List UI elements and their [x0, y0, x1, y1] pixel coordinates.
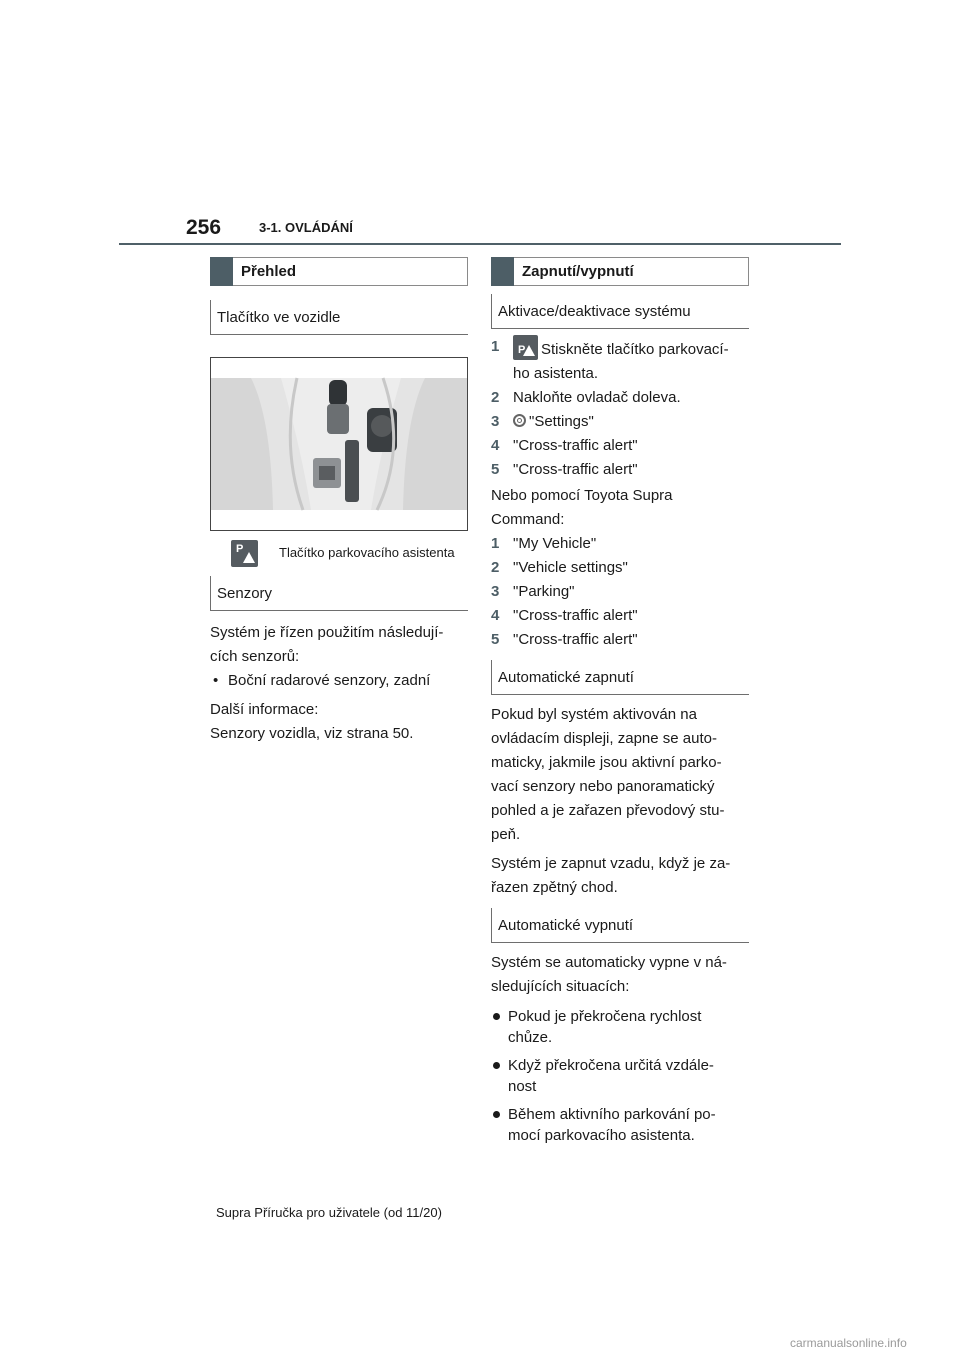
step-number: 1 [491, 535, 500, 552]
section-title: Zapnutí/vypnutí [522, 263, 634, 280]
paragraph-line: řazen zpětný chod. [491, 879, 618, 896]
paragraph-line: maticky, jakmile jsou aktivní parko- [491, 754, 722, 771]
figure-caption [210, 540, 468, 570]
gear-icon [513, 414, 526, 427]
step-text: "Cross-traffic alert" [513, 607, 638, 624]
subheading-sensors [210, 576, 468, 611]
subheading-activation [491, 294, 749, 329]
step-number: 5 [491, 461, 500, 478]
list-text: nost [508, 1078, 537, 1095]
step-number: 4 [491, 437, 500, 454]
step-number: 1 [491, 338, 500, 355]
subheading-auto-off [491, 908, 749, 943]
step-text: "Parking" [513, 583, 575, 600]
section-tab [210, 257, 233, 286]
subheading-text: Tlačítko ve vozidle [217, 309, 341, 326]
paragraph-line: Systém je řízen použitím následují- [210, 624, 444, 641]
watermark: carmanualsonline.info [790, 1336, 907, 1350]
step-number: 5 [491, 631, 500, 648]
step-text: Stiskněte tlačítko parkovací- [541, 341, 729, 358]
paragraph-line: ovládacím displeji, zapne se auto- [491, 730, 717, 747]
step-text: "Vehicle settings" [513, 559, 628, 576]
step-text: ho asistenta. [513, 365, 599, 382]
list-item [491, 1006, 749, 1048]
subheading-text: Aktivace/deaktivace systému [498, 303, 691, 320]
step-item [491, 434, 749, 458]
step-number: 2 [491, 559, 500, 576]
paragraph-line: vací senzory nebo panoramatický [491, 778, 715, 795]
header-rule [119, 243, 841, 245]
subheading-button [210, 300, 468, 335]
paragraph-line: Systém je zapnut vzadu, když je za- [491, 855, 731, 872]
section-tab [491, 257, 514, 286]
step-text: "Cross-traffic alert" [513, 461, 638, 478]
step-item [491, 458, 749, 482]
step-item [491, 335, 749, 386]
section-title: Přehled [241, 263, 297, 280]
paragraph-line: Pokud byl systém aktivován na [491, 706, 697, 723]
paragraph-line: sledujících situacích: [491, 978, 630, 995]
section-header-overview [210, 257, 468, 286]
page-number: 256 [186, 216, 222, 239]
step-item [491, 532, 749, 556]
step-text: "Cross-traffic alert" [513, 437, 638, 454]
subheading-text: Automatické zapnutí [498, 669, 634, 686]
list-text: mocí parkovacího asistenta. [508, 1127, 695, 1144]
paragraph-line: Další informace: [210, 701, 319, 718]
step-item [491, 410, 749, 434]
step-text: "My Vehicle" [513, 535, 597, 552]
subheading-text: Senzory [217, 585, 273, 602]
paragraph-line: cích senzorů: [210, 648, 300, 665]
paragraph-line: Nebo pomocí Toyota Supra [491, 487, 673, 504]
section-header-onoff [491, 257, 749, 286]
console-drawing [211, 358, 467, 530]
step-text: Nakloňte ovladač doleva. [513, 389, 681, 406]
paragraph-line: peň. [491, 826, 521, 843]
step-item [491, 386, 749, 410]
left-column [210, 257, 468, 746]
console-illustration [210, 357, 468, 531]
list-text: chůze. [508, 1029, 553, 1046]
list-text: Když překročena určitá vzdále- [508, 1057, 714, 1074]
step-text: "Settings" [529, 413, 594, 430]
paragraph-line: Systém se automaticky vypne v ná- [491, 954, 727, 971]
park-assist-icon: P [231, 540, 258, 567]
page-footer: Supra Příručka pro uživatele (od 11/20) [216, 1205, 442, 1220]
step-item [491, 556, 749, 580]
step-item [491, 580, 749, 604]
paragraph-line: Senzory vozidla, viz strana 50. [210, 725, 414, 742]
step-number: 3 [491, 583, 500, 600]
caption-text: Tlačítko parkovacího asistenta [279, 545, 455, 560]
step-item [491, 628, 749, 652]
paragraph-line: Command: [491, 511, 565, 528]
list-text: Během aktivního parkování po- [508, 1106, 716, 1123]
list-item [491, 1104, 749, 1146]
subheading-text: Automatické vypnutí [498, 917, 634, 934]
right-column [491, 257, 749, 1146]
step-number: 3 [491, 413, 500, 430]
list-item: • Boční radarové senzory, zadní [210, 669, 468, 693]
chapter-title: 3-1. OVLÁDÁNÍ [259, 220, 353, 235]
step-number: 2 [491, 389, 500, 406]
step-text: "Cross-traffic alert" [513, 631, 638, 648]
step-number: 4 [491, 607, 500, 624]
paragraph-line: pohled a je zařazen převodový stu- [491, 802, 725, 819]
step-item [491, 604, 749, 628]
park-assist-icon: P [513, 335, 538, 360]
subheading-auto-on [491, 660, 749, 695]
list-text: Pokud je překročena rychlost [508, 1008, 702, 1025]
list-item [491, 1055, 749, 1097]
